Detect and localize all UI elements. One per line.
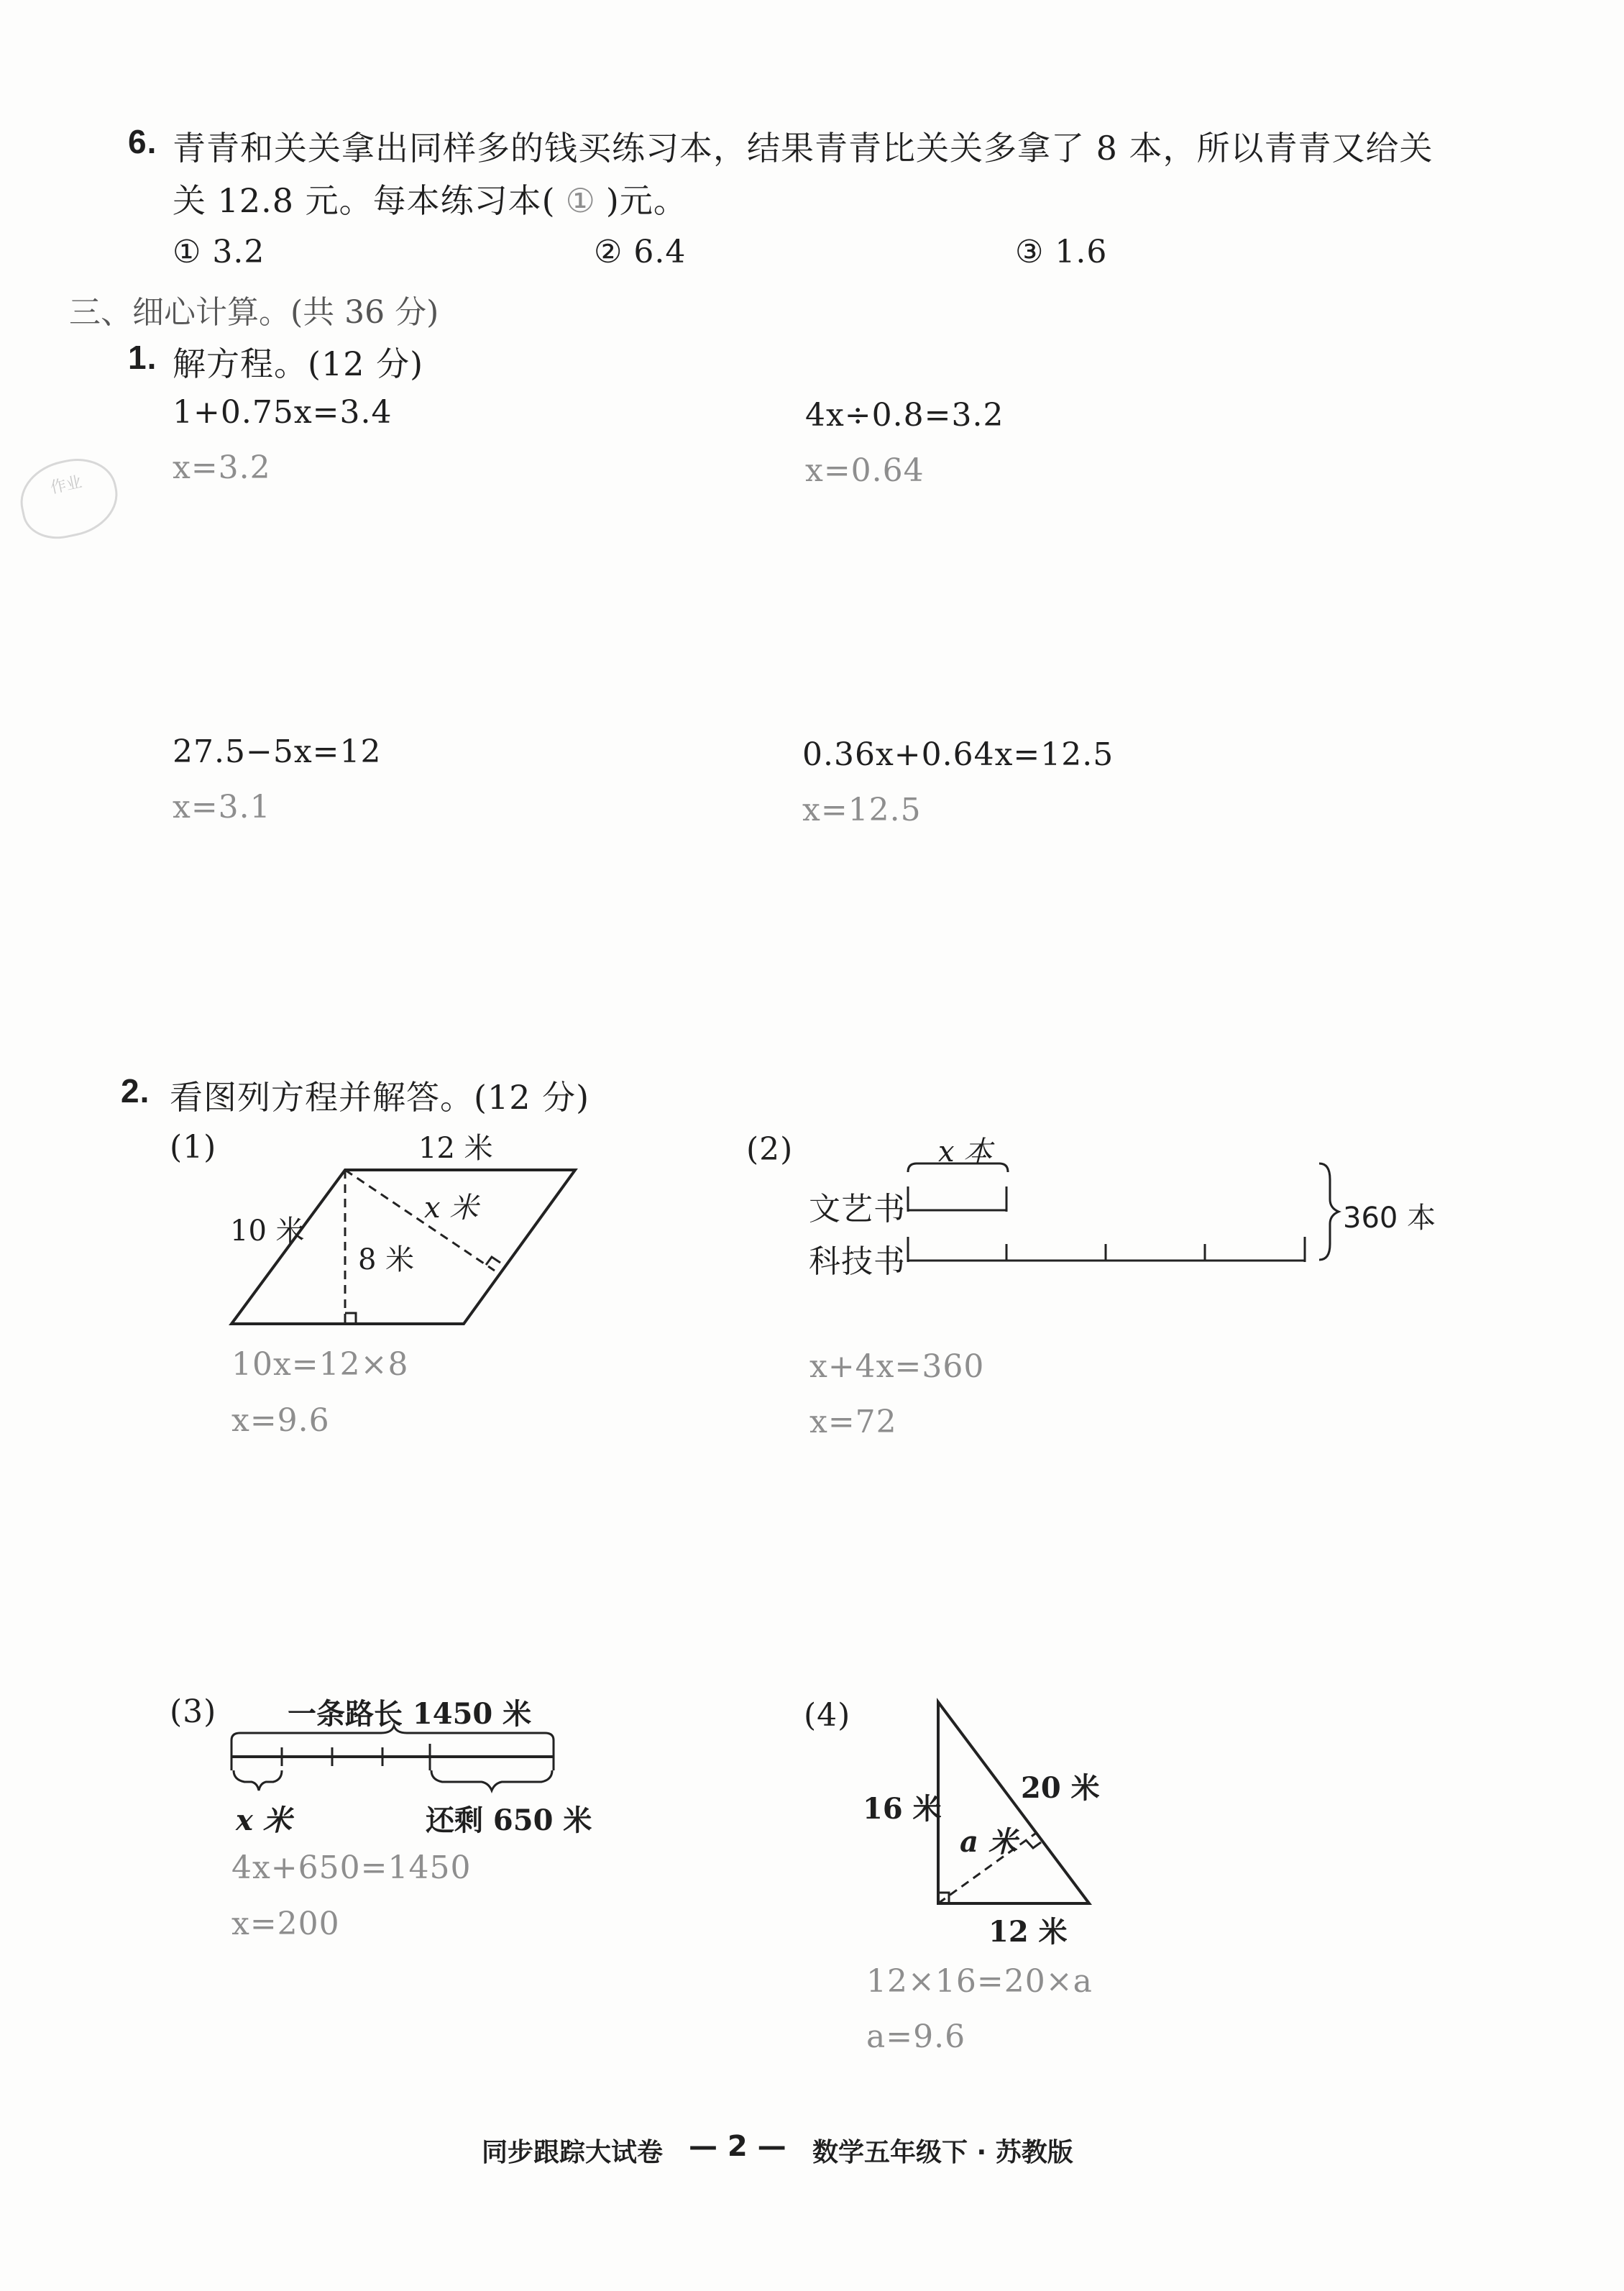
fig4-base-label: 12 米 — [988, 1915, 1068, 1949]
equation-1: 1+0.75x=3.4 — [173, 394, 393, 431]
watermark-stamp: 作业 — [13, 451, 124, 546]
fig2-top-label: x 本 — [938, 1135, 993, 1169]
fig2-label: (2) — [746, 1131, 794, 1168]
fig3-answer-2: x=200 — [231, 1906, 340, 1942]
fig4-alt-label: a 米 — [960, 1825, 1017, 1859]
fig2-answer-2: x=72 — [809, 1404, 897, 1440]
fig4-hyp-label: 20 米 — [1021, 1771, 1100, 1805]
answer-3: x=3.1 — [173, 789, 271, 826]
fig2-total-label: 360 本 — [1343, 1202, 1436, 1235]
part1-title: 解方程。(12 分) — [173, 344, 424, 383]
part2-number: 2. — [121, 1072, 150, 1110]
fig2-row1-label: 文艺书 — [809, 1191, 906, 1227]
fig1-diag-label: x 米 — [424, 1192, 479, 1225]
fig1-answer-1: 10x=12×8 — [231, 1346, 409, 1383]
answer-1: x=3.2 — [173, 449, 271, 486]
fig3-title: 一条路长 1450 米 — [288, 1697, 532, 1731]
answer-4: x=12.5 — [802, 792, 922, 828]
answer-2: x=0.64 — [805, 452, 925, 489]
fig3-answer-1: 4x+650=1450 — [231, 1849, 472, 1886]
q6-answer: ① — [565, 181, 596, 220]
fig3-left-label: x 米 — [236, 1803, 292, 1837]
footer-page: — 2 — — [689, 2130, 786, 2163]
part1-number: 1. — [128, 339, 157, 376]
fig4-answer-1: 12×16=20×a — [866, 1963, 1093, 2000]
q6-option-2: ② 6.4 — [594, 234, 687, 270]
q6-line1: 青青和关关拿出同样多的钱买练习本，结果青青比关关多拿了 8 本，所以青青又给关 — [173, 129, 1433, 168]
fig1-label: (1) — [170, 1129, 217, 1166]
fig1-answer-2: x=9.6 — [231, 1402, 330, 1439]
q6-option-3: ③ 1.6 — [1015, 234, 1108, 270]
footer-left: 同步跟踪大试卷 — [482, 2138, 664, 2167]
fig2-row2-label: 科技书 — [809, 1243, 906, 1280]
footer-right: 数学五年级下 · 苏教版 — [812, 2138, 1073, 2167]
equation-4: 0.36x+0.64x=12.5 — [802, 736, 1114, 773]
section3-title: 三、细心计算。(共 36 分) — [69, 294, 439, 331]
fig4-answer-2: a=9.6 — [866, 2018, 966, 2055]
fig2-answer-1: x+4x=360 — [809, 1348, 985, 1385]
fig3-right-label: 还剩 650 米 — [426, 1803, 592, 1837]
equation-3: 27.5−5x=12 — [173, 733, 382, 770]
fig1-side-label: 10 米 — [230, 1215, 305, 1248]
q6-line2-pre: 关 12.8 元。每本练习本( — [173, 181, 556, 220]
q6-number: 6. — [128, 123, 157, 160]
part2-title: 看图列方程并解答。(12 分) — [170, 1078, 590, 1117]
fig4-label: (4) — [804, 1697, 851, 1734]
q6-option-1: ① 3.2 — [173, 234, 265, 270]
equation-2: 4x÷0.8=3.2 — [805, 397, 1004, 434]
fig1-top-label: 12 米 — [418, 1132, 493, 1165]
fig1-height-label: 8 米 — [358, 1243, 415, 1276]
q6-line2-post: )元。 — [605, 181, 687, 220]
fig4-left-label: 16 米 — [863, 1792, 942, 1826]
fig3-label: (3) — [170, 1693, 217, 1730]
